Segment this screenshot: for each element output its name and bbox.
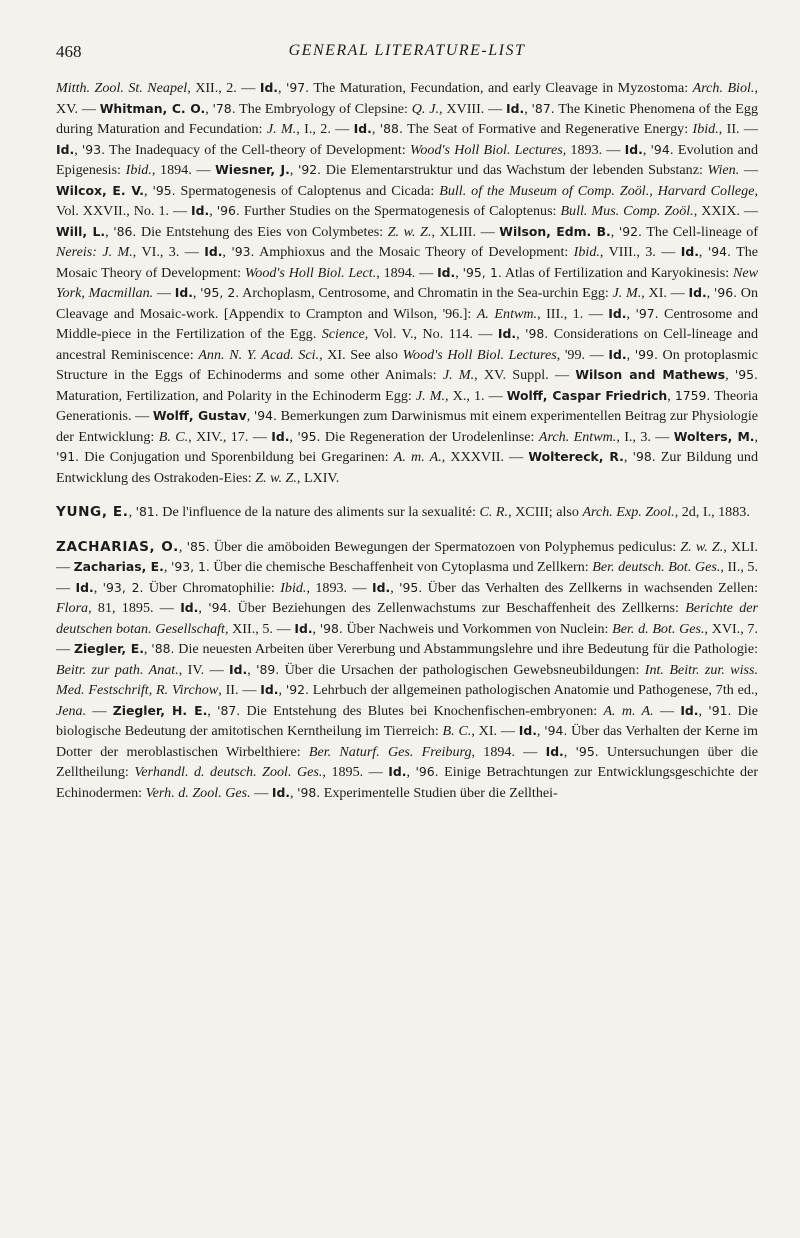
entry-text: , XI. — [471,723,519,739]
entry-text: Lehrbuch der allgemeinen pathologischen Anatomie und Pathogenese, 7th ed., [308,682,759,698]
citation-year: '87. [531,100,555,116]
citation-title: Wood's Holl Biol. Lectures [409,141,563,158]
entry-text: Über das Verhalten der Kerne im Dotter der meroblastischen Wirbelthiere: [56,723,759,760]
citation-year: '96. [415,764,439,779]
bibliography-entries [56,78,758,803]
entry-text: , 1893. — [562,141,625,158]
citation-title: Z. w. Z. [680,538,724,555]
citation-title: Bull. Mus. Comp. Zoöl. [560,203,694,219]
entry-text: Über Nachweis und Vorkommen von Nuclein: [342,620,613,637]
citation-year: '94. [253,408,277,423]
entry-text: Centrosome and Middle-piece in the Fertilization of the Egg. [56,305,758,342]
author-name: Id. [680,244,699,259]
entry-text: — [86,702,113,719]
entry-text: Spermatogenesis of Caloptenus and Cicada: [175,182,440,199]
author-name: Id. [497,326,517,341]
entry-text: — [739,162,758,178]
entry-text: , XLI. — [56,538,758,575]
entry-text: , XXXVII. — [441,449,529,465]
entry-text: , XV. — [56,80,758,117]
author-name: Id. [608,305,627,321]
entry-text: , [246,408,254,424]
entry-text: , [290,784,298,801]
entry-text: Untersuchungen über die Zelltheilung: [56,743,759,780]
entry-text: , II. — [218,682,261,698]
entry-text: , IV. — [178,661,230,678]
entry-text: , [524,100,532,117]
entry-text: , VIII., 3. — [599,244,681,260]
entry-text: , [455,264,463,281]
citation-year: '97. [286,80,310,95]
entry-text: , [390,579,400,596]
citation-title: Ibid. [573,244,600,260]
author-name: Will, L. [56,223,106,239]
entry-text: , 1895. — [322,764,389,780]
citation-year: '98. [297,784,321,800]
entry-text: Maturation, Fertilization, and Polarity in the Echinoderm Egg: [56,387,416,404]
author-name: Id. [75,579,94,595]
entry-text: Über das Verhalten des Zellkerns in wachsenden Zellen: [422,579,759,596]
entry-text: , [178,538,187,555]
entry-text: The Maturation, Fecundation, and early Cleavage in Myzostoma: [309,80,693,96]
entry-text: , [222,244,232,260]
entry-text: , 81, 1895. — [88,600,181,616]
citation-year: '86. [113,223,137,239]
entry-text: Über die chemische Beschaffenheit von Cytoplasma und Zellkern: [209,559,593,575]
entry-text: The Seat of Formative and Regenerative Energy: [402,121,693,137]
entry-text: , X., 1. — [445,387,507,404]
citation-title: Verhandl. d. deutsch. Zool. Ges. [134,764,323,780]
entry-text: , [698,702,709,719]
author-name: Id. [608,346,627,362]
citation-title: Ber. d. Bot. Ges. [612,620,705,637]
entry-text: Die Entstehung des Blutes bei Knochenfischen-embryonen: [240,702,604,719]
book-page [56,22,758,817]
citation-title: Verh. d. Zool. Ges. [145,784,251,801]
author-name: Id. [271,784,291,800]
author-name: Id. [624,141,643,157]
author-name: Id. [353,121,372,136]
entry-text: , [74,141,82,158]
entry-text: Die Entstehung des Eies von Colymbetes: [136,223,388,240]
entry-text: , VI., 3. — [132,244,205,260]
entry-text: On Cleavage and Mosaic-work. [Appendix to Crampton and Wilson, '96.]: [56,285,758,322]
entry-text: , 2d, I., 1883. [674,504,750,520]
citation-year: '95. [297,428,321,444]
entry-text: , XI. — [641,285,689,301]
citation-title: B. C. [442,723,472,739]
bibliography-entry-yung [56,502,758,523]
citation-year: '96. [216,203,240,218]
author-name: Wilson and Mathews [575,367,726,382]
entry-text: , 1894. — [376,264,438,281]
author-name: Woltereck, R. [528,449,624,464]
entry-text: , [143,641,152,657]
citation-title: Wood's Holl Biol. Lect. [244,264,377,281]
citation-year: '97. [635,305,659,321]
citation-year: 1759. [674,387,711,403]
entry-text: , '99. — [556,346,609,363]
entry-text: , [192,285,201,301]
citation-year: '94. [208,600,232,615]
author-name: Id. [388,764,407,779]
entry-text: , [289,162,298,178]
entry-text: Zur Bildung und Entwicklung des Ostrakoden-Eies: [56,449,758,486]
author-name: Wolters, M. [673,428,755,444]
entry-text: , I., 2. — [296,121,354,137]
citation-title: Q. J. [411,100,440,117]
entry-text: , XII., 5. — [224,620,295,637]
citation-title: Ibid. [280,579,307,596]
citation-year: '95, 2. [200,285,240,300]
citation-title: C. R. [479,504,509,520]
citation-title: Arch. Entwm. [538,428,617,445]
citation-title: Mitth. Zool. St. Neapel, [56,80,196,96]
author-name: Id. [545,743,564,759]
citation-year: '99. [634,346,658,362]
citation-year: '85. [186,538,210,554]
citation-title: Wien. [707,162,740,178]
author-name: Id. [174,285,193,300]
citation-title: Ber. Naturf. Ges. Freiburg [308,743,472,760]
entry-text: , LXIV. [296,469,340,486]
entry-text: , III., 1. — [537,305,609,322]
citation-year: '92. [285,682,309,697]
author-name: Whitman, C. O. [99,100,206,116]
entry-text: , [536,723,545,739]
entry-text: , [198,600,209,616]
running-head: GENERAL LITERATURE-LIST [288,42,526,59]
author-name: Ziegler, E. [73,641,144,656]
citation-year: '93, 1. [170,559,210,574]
author-name: Wolff, Caspar Friedrich [506,387,668,403]
citation-year: '96. [713,285,738,300]
author-name: Ziegler, H. E. [112,702,208,718]
entry-text: , [247,661,257,678]
entry-text: , [93,579,103,596]
author-name: Id. [271,428,290,444]
entry-text: Die Conjugation und Sporenbildung bei Gregarinen: [79,449,394,465]
citation-title: Ann. N. Y. Acad. Sci. [198,346,320,363]
entry-text: , XVIII. — [439,100,507,117]
page-header [56,22,758,62]
entry-text: , [278,682,286,698]
citation-year: '92. [297,162,322,177]
author-name: Id. [204,244,223,259]
entry-text: , II. — [718,121,759,137]
citation-year: '95. [575,743,599,759]
entry-text: The Kinetic Phenomena of the Egg during Maturation and Fecundation: [56,100,759,137]
entry-text: , I., 3. — [616,428,674,445]
author-name: Id. [437,264,456,280]
author-name: Id. [372,579,391,595]
entry-text: Atlas of Fertilization and Karyokinesis: [501,264,733,281]
entry-text: , [209,203,217,219]
citation-year: '89. [256,661,280,677]
entry-text: , [312,620,320,637]
citation-year: '95. [152,182,176,198]
page-number: 468 [56,42,82,61]
entry-text: De l'influence de la nature des aliments sur la sexualité: [158,504,480,520]
citation-title: A. m. A. [393,449,442,465]
citation-year: '98. [319,620,343,636]
citation-year: '91. [708,702,732,718]
citation-title: Science [321,326,365,342]
entry-text: The Cell-lineage of [641,223,759,240]
author-name: Id. [56,141,75,157]
entry-text: , [623,449,633,465]
author-name: Wilson, Edm. B. [499,223,611,239]
citation-year: '88. [379,121,403,136]
citation-year: '95, 1. [462,264,502,280]
entry-text: , XIV., 17. — [188,428,272,445]
citation-year: '92. [618,223,642,239]
entry-text: , 1894. — [151,162,216,178]
citation-title: Flora [56,600,89,616]
citation-year: '94. [650,141,674,157]
entry-text: — [250,784,272,801]
citation-title: J. M. [442,367,475,383]
citation-title: Ibid. [125,162,152,178]
citation-title: Arch. Exp. Zool. [582,504,675,520]
citation-title: Beitr. zur path. Anat. [56,661,179,678]
entry-text: Über die amöboiden Bewegungen der Spermatozoen von Polyphemus pediculus: [209,538,681,555]
entry-text: , [626,346,635,363]
entry-text: Die Regeneration der Urodelenlinse: [320,428,539,445]
entry-text: Experimentelle Studien über die Zellthei- [320,784,558,801]
citation-year: '93. [231,244,255,259]
citation-title: J. M. [266,121,297,137]
entry-text: , XLIII. — [431,223,500,240]
entry-text: , [754,428,759,445]
entry-text: , [289,428,298,445]
entry-text: Archoplasm, Centrosome, and Chromatin in the Sea-urchin Egg: [239,285,613,301]
citation-year: '91. [56,449,80,464]
entry-text: , [406,764,416,780]
author-name: Id. [506,100,525,116]
author-name: Wolff, Gustav [152,408,247,423]
entry-text: The Mosaic Theory of Development: [56,244,759,281]
entry-text: , Vol. V., No. 114. — [364,326,498,342]
entry-text: On protoplasmic Structure in the Eggs of Echinoderms and some other Animals: [56,346,758,383]
entry-text: Über die Ursachen der pathologischen Gewebsneubildungen: [279,661,645,678]
entry-text: The Inadequacy of the Cell-theory of Development: [105,141,410,158]
entry-text: , XV. Suppl. — [474,367,576,383]
entry-text: Theoria Generationis. — [56,387,759,424]
citation-title: Z. w. Z. [255,469,297,486]
author-name: Id. [259,80,279,95]
citation-title: Berichte der deutschen botan. Gesellschaft [56,600,759,637]
citation-title: Z. w. Z. [387,223,432,240]
entry-text: Further Studies on the Spermatogenesis of Caloptenus: [239,203,561,219]
entry-text: , [642,141,651,158]
entry-text: Evolution and Epigenesis: [56,141,758,178]
entry-text: , II., 5. — [56,559,758,596]
entry-text: , [698,244,708,260]
author-name: Id. [680,702,699,718]
entry-text: , [626,305,636,322]
citation-year: '87. [217,702,241,718]
entry-text: The Embryology of Clepsine: [235,100,412,117]
entry-text: , [371,121,380,137]
citation-title: B. C. [158,428,189,445]
entry-text: Einige Betrachtungen zur Entwicklungsgeschichte der Echinodermen: [56,764,759,801]
citation-year: '93, 2. [102,579,144,595]
entry-text: , [516,326,526,342]
entry-text: , [610,223,619,240]
author-name: Id. [180,600,199,615]
entry-text: , [105,223,114,240]
entry-text: Considerations on Cell-lineage and ancestral Reminiscence: [56,326,758,363]
entry-text: , 1893. — [306,579,372,596]
entry-text: Die biologische Bedeutung der amitotischen Kerntheilung im Tierreich: [56,702,759,739]
citation-title: Nereis: J. M. [56,244,133,260]
entry-text: Die neuesten Arbeiten über Vererbung und Abstammungslehre und ihre Bedeutung für die Pathologie: [174,641,759,657]
author-name: Id. [688,285,707,300]
bibliography-entry-zacharias [56,537,758,804]
citation-title: A. Entwm. [476,305,538,322]
entry-text: , [706,285,714,301]
entry-text: — [153,285,175,301]
author-name: Id. [229,661,248,677]
entry-text: , XI. See also [319,346,403,363]
entry-text: , [563,743,576,760]
citation-year: '98. [632,449,656,464]
citation-year: '95. [734,367,758,382]
entry-text: , XVI., 7. — [56,620,759,657]
citation-year: '94. [707,244,731,259]
citation-title: J. M. [612,285,642,301]
entry-text: Bemerkungen zum Darwinismus mit einem experimentellen Beitrag zur Physiologie der Entwicklung: [56,408,758,445]
entry-text: , [725,367,735,383]
author-name: Id. [260,682,279,697]
author-name: Wilcox, E. V. [56,182,145,198]
author-name: Zacharias, E. [73,559,164,574]
entry-text: , [144,182,153,199]
entry-text: , 1894. — [471,743,546,760]
entry-text: XII., 2. — [195,80,260,96]
citation-year: '98. [525,326,549,341]
entry-text: , [205,100,213,117]
entry-text: , [128,504,136,520]
entry-text: , [667,387,675,404]
citation-year: '81. [135,504,159,519]
citation-title: Int. Beitr. zur. wiss. Med. Festschrift, R. Virchow [56,661,758,698]
citation-title: Ber. deutsch. Bot. Ges. [592,559,721,575]
entry-text: — [653,702,681,719]
entry-text: , XXIX. — [693,203,758,219]
citation-title: A. m. A. [603,702,654,719]
citation-year: '93. [81,141,106,157]
citation-year: '78. [212,100,236,116]
entry-text: , XCIII; also [508,504,583,520]
citation-title: Ibid. [692,121,719,137]
entry-text: Über Chromatophilie: [143,579,281,596]
citation-year: '88. [151,641,175,656]
entry-text: Die Elementarstruktur und das Wachstum der lebenden Substanz: [321,162,708,178]
author-name: Id. [518,723,537,738]
author-name: Id. [191,203,210,218]
citation-title: New York, Macmillan. [56,264,759,301]
citation-title: Wood's Holl Biol. Lectures [402,346,557,363]
entry-text: , [163,559,171,575]
entry-text: Amphioxus and the Mosaic Theory of Development: [254,244,574,260]
bibliography-entry-w [56,78,758,488]
citation-year: '95. [399,579,423,595]
entry-text: , Vol. XXVII., No. 1. — [56,182,759,219]
citation-title: J. M. [415,387,446,404]
entry-text: Über Beziehungen des Zellenwachstums zur Beschaffenheit des Zellkerns: [231,600,686,616]
citation-title: Jena. [56,702,87,719]
author-name: Id. [294,620,313,636]
citation-title: Arch. Biol. [692,80,755,96]
author-heading: ZACHARIAS, O. [56,538,179,555]
citation-title: Bull. of the Museum of Comp. Zoöl., Harvard College [439,182,755,199]
citation-year: '94. [544,723,568,738]
author-name: Wiesner, J. [215,162,290,177]
author-heading: YUNG, E. [56,504,129,520]
entry-text: , [207,702,218,719]
entry-text: , [278,80,286,96]
